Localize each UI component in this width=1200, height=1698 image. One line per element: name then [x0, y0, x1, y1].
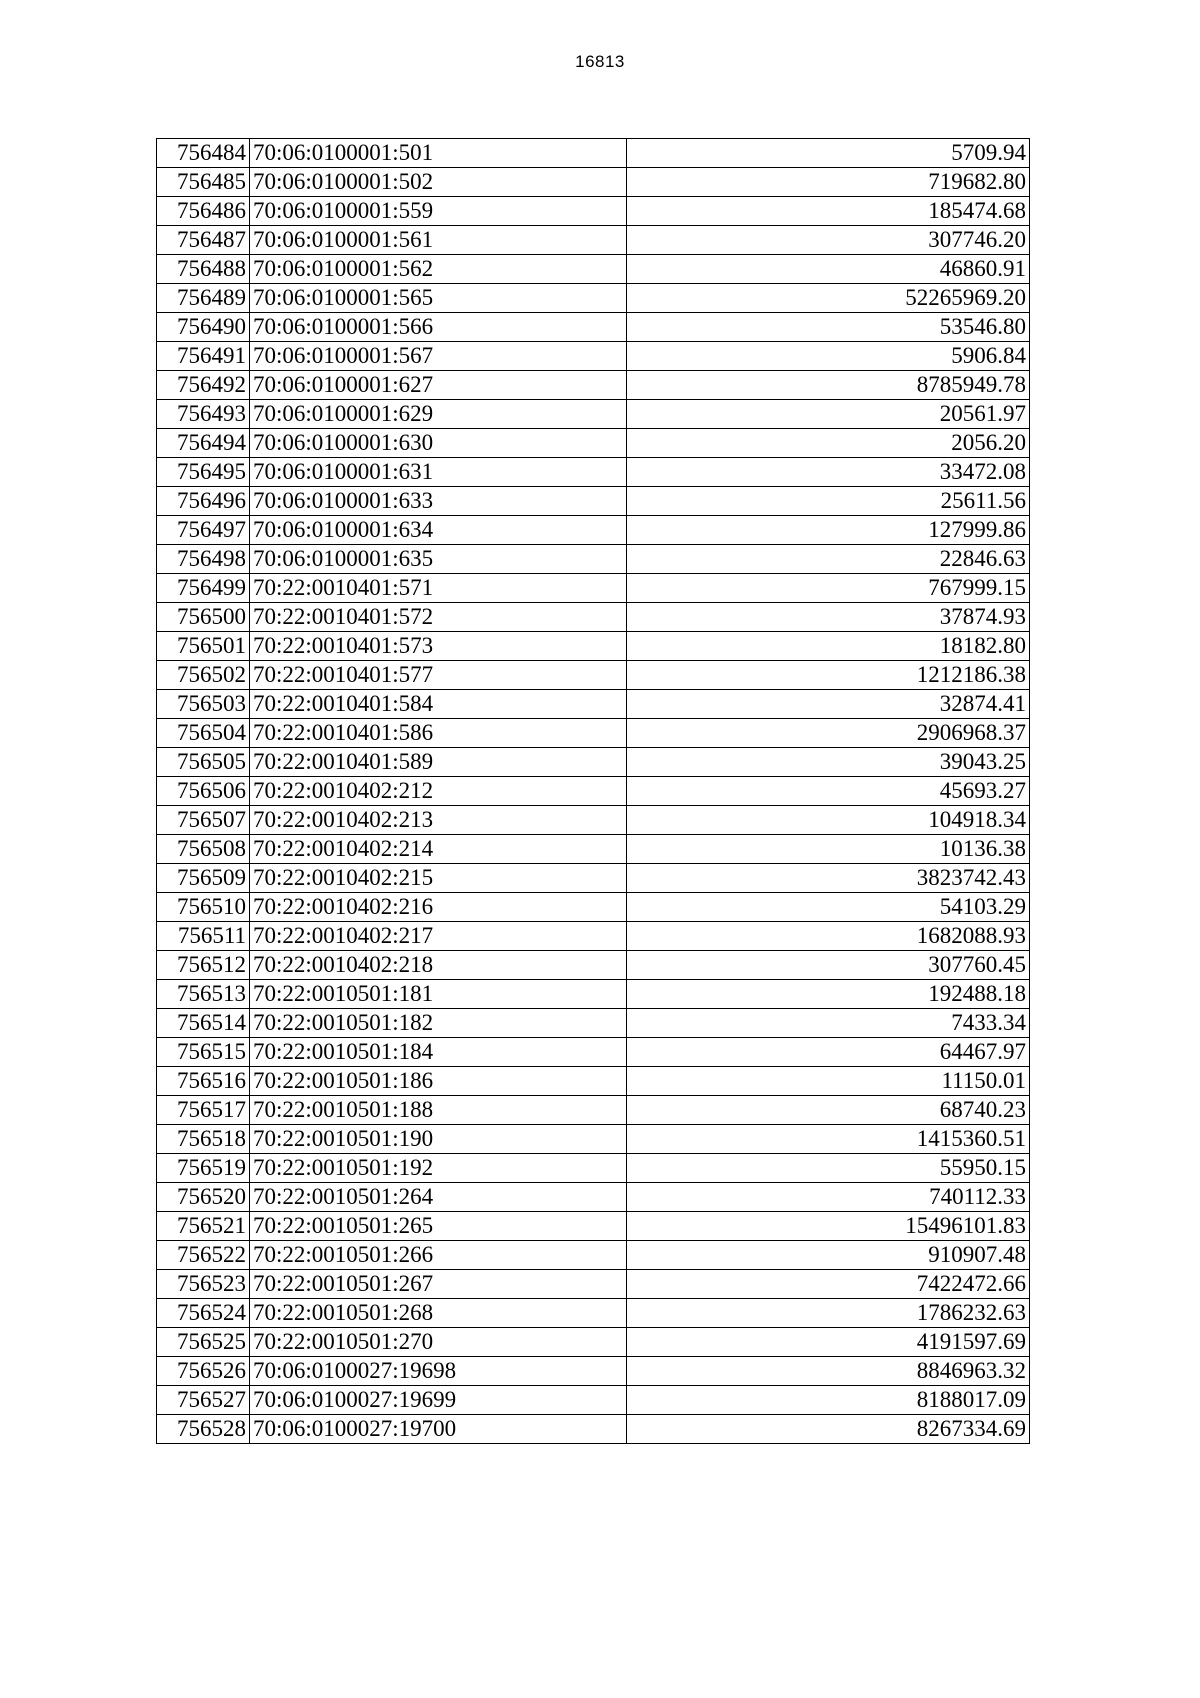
cadastral-number-cell: 70:22:0010501:264 [250, 1183, 627, 1212]
table-row [157, 893, 1030, 922]
row-number-cell: 756522 [157, 1241, 250, 1270]
cadastral-value-cell: 39043.25 [627, 748, 1030, 777]
cadastral-number-cell: 70:22:0010501:270 [250, 1328, 627, 1357]
row-number-cell: 756502 [157, 661, 250, 690]
page-number: 16813 [575, 52, 625, 71]
cadastral-value-cell: 3823742.43 [627, 864, 1030, 893]
cadastral-number-cell: 70:22:0010501:265 [250, 1212, 627, 1241]
cadastral-value-cell: 52265969.20 [627, 284, 1030, 313]
cadastral-value-cell: 2056.20 [627, 429, 1030, 458]
cadastral-number-cell: 70:06:0100001:561 [250, 226, 627, 255]
cadastral-value-cell: 64467.97 [627, 1038, 1030, 1067]
cadastral-value-cell: 68740.23 [627, 1096, 1030, 1125]
row-number-cell: 756492 [157, 371, 250, 400]
cadastral-number-cell: 70:06:0100001:630 [250, 429, 627, 458]
row-number-cell: 756518 [157, 1125, 250, 1154]
cadastral-value-cell: 1415360.51 [627, 1125, 1030, 1154]
table-row [157, 545, 1030, 574]
cadastral-value-cell: 32874.41 [627, 690, 1030, 719]
row-number-cell: 756519 [157, 1154, 250, 1183]
row-number-cell: 756491 [157, 342, 250, 371]
table-row [157, 516, 1030, 545]
table-row [157, 1241, 1030, 1270]
table-row [157, 661, 1030, 690]
cadastral-value-cell: 1212186.38 [627, 661, 1030, 690]
table-row [157, 1096, 1030, 1125]
table-row [157, 226, 1030, 255]
row-number-cell: 756511 [157, 922, 250, 951]
table-row [157, 1415, 1030, 1444]
row-number-cell: 756485 [157, 168, 250, 197]
row-number-cell: 756484 [157, 139, 250, 168]
row-number-cell: 756513 [157, 980, 250, 1009]
cadastral-value-cell: 185474.68 [627, 197, 1030, 226]
cadastral-value-cell: 127999.86 [627, 516, 1030, 545]
cadastral-number-cell: 70:22:0010501:188 [250, 1096, 627, 1125]
cadastral-number-cell: 70:22:0010501:186 [250, 1067, 627, 1096]
cadastral-value-cell: 2906968.37 [627, 719, 1030, 748]
cadastral-value-cell: 20561.97 [627, 400, 1030, 429]
row-number-cell: 756512 [157, 951, 250, 980]
cadastral-number-cell: 70:06:0100001:501 [250, 139, 627, 168]
cadastral-number-cell: 70:22:0010402:213 [250, 806, 627, 835]
cadastral-value-cell: 1786232.63 [627, 1299, 1030, 1328]
cadastral-number-cell: 70:22:0010401:584 [250, 690, 627, 719]
cadastral-value-cell: 11150.01 [627, 1067, 1030, 1096]
table-row [157, 806, 1030, 835]
table-row [157, 487, 1030, 516]
cadastral-value-cell: 7422472.66 [627, 1270, 1030, 1299]
cadastral-value-cell: 767999.15 [627, 574, 1030, 603]
cadastral-number-cell: 70:06:0100001:634 [250, 516, 627, 545]
cadastral-value-cell: 7433.34 [627, 1009, 1030, 1038]
cadastral-value-cell: 8846963.32 [627, 1357, 1030, 1386]
cadastral-value-cell: 307760.45 [627, 951, 1030, 980]
cadastral-number-cell: 70:06:0100001:627 [250, 371, 627, 400]
row-number-cell: 756506 [157, 777, 250, 806]
cadastral-value-cell: 33472.08 [627, 458, 1030, 487]
row-number-cell: 756486 [157, 197, 250, 226]
table-row [157, 1183, 1030, 1212]
cadastral-value-cell: 307746.20 [627, 226, 1030, 255]
cadastral-number-cell: 70:06:0100001:565 [250, 284, 627, 313]
row-number-cell: 756499 [157, 574, 250, 603]
row-number-cell: 756503 [157, 690, 250, 719]
table-row [157, 835, 1030, 864]
cadastral-number-cell: 70:22:0010401:571 [250, 574, 627, 603]
table-row [157, 1270, 1030, 1299]
row-number-cell: 756494 [157, 429, 250, 458]
row-number-cell: 756496 [157, 487, 250, 516]
cadastral-number-cell: 70:06:0100001:567 [250, 342, 627, 371]
cadastral-number-cell: 70:22:0010402:218 [250, 951, 627, 980]
cadastral-number-cell: 70:22:0010402:217 [250, 922, 627, 951]
row-number-cell: 756498 [157, 545, 250, 574]
table-row [157, 139, 1030, 168]
cadastral-number-cell: 70:22:0010501:190 [250, 1125, 627, 1154]
table-row [157, 1154, 1030, 1183]
cadastral-value-cell: 8785949.78 [627, 371, 1030, 400]
cadastral-value-cell: 5906.84 [627, 342, 1030, 371]
cadastral-value-cell: 46860.91 [627, 255, 1030, 284]
row-number-cell: 756528 [157, 1415, 250, 1444]
row-number-cell: 756489 [157, 284, 250, 313]
cadastral-value-cell: 25611.56 [627, 487, 1030, 516]
row-number-cell: 756516 [157, 1067, 250, 1096]
table-body [157, 139, 1030, 1444]
row-number-cell: 756514 [157, 1009, 250, 1038]
row-number-cell: 756495 [157, 458, 250, 487]
cadastral-number-cell: 70:22:0010402:214 [250, 835, 627, 864]
cadastral-number-cell: 70:22:0010401:577 [250, 661, 627, 690]
row-number-cell: 756508 [157, 835, 250, 864]
table-row [157, 748, 1030, 777]
row-number-cell: 756515 [157, 1038, 250, 1067]
cadastral-value-cell: 192488.18 [627, 980, 1030, 1009]
row-number-cell: 756524 [157, 1299, 250, 1328]
cadastral-number-cell: 70:22:0010501:267 [250, 1270, 627, 1299]
table-row [157, 1328, 1030, 1357]
table-row [157, 1067, 1030, 1096]
cadastral-number-cell: 70:22:0010402:212 [250, 777, 627, 806]
row-number-cell: 756507 [157, 806, 250, 835]
row-number-cell: 756488 [157, 255, 250, 284]
cadastral-value-cell: 910907.48 [627, 1241, 1030, 1270]
cadastral-value-cell: 53546.80 [627, 313, 1030, 342]
table-row [157, 458, 1030, 487]
table-row [157, 632, 1030, 661]
cadastral-number-cell: 70:22:0010401:573 [250, 632, 627, 661]
cadastral-value-cell: 55950.15 [627, 1154, 1030, 1183]
table-row [157, 342, 1030, 371]
cadastral-value-cell: 719682.80 [627, 168, 1030, 197]
table-row [157, 951, 1030, 980]
table-row [157, 429, 1030, 458]
table-row [157, 197, 1030, 226]
row-number-cell: 756490 [157, 313, 250, 342]
row-number-cell: 756505 [157, 748, 250, 777]
cadastral-number-cell: 70:06:0100001:629 [250, 400, 627, 429]
table-row [157, 1038, 1030, 1067]
cadastral-number-cell: 70:06:0100027:19699 [250, 1386, 627, 1415]
row-number-cell: 756523 [157, 1270, 250, 1299]
cadastral-value-cell: 4191597.69 [627, 1328, 1030, 1357]
table-row [157, 1009, 1030, 1038]
cadastral-value-cell: 8267334.69 [627, 1415, 1030, 1444]
cadastral-value-cell: 37874.93 [627, 603, 1030, 632]
table-row [157, 168, 1030, 197]
cadastral-number-cell: 70:22:0010402:215 [250, 864, 627, 893]
table-row [157, 1212, 1030, 1241]
table-row [157, 777, 1030, 806]
row-number-cell: 756509 [157, 864, 250, 893]
row-number-cell: 756493 [157, 400, 250, 429]
cadastral-number-cell: 70:22:0010402:216 [250, 893, 627, 922]
row-number-cell: 756501 [157, 632, 250, 661]
cadastral-number-cell: 70:06:0100001:562 [250, 255, 627, 284]
row-number-cell: 756510 [157, 893, 250, 922]
row-number-cell: 756517 [157, 1096, 250, 1125]
cadastral-value-cell: 8188017.09 [627, 1386, 1030, 1415]
table-row [157, 313, 1030, 342]
table-row [157, 1357, 1030, 1386]
table-row [157, 690, 1030, 719]
cadastral-value-cell: 45693.27 [627, 777, 1030, 806]
cadastral-number-cell: 70:22:0010401:572 [250, 603, 627, 632]
table-row [157, 255, 1030, 284]
row-number-cell: 756527 [157, 1386, 250, 1415]
cadastral-value-cell: 18182.80 [627, 632, 1030, 661]
cadastral-number-cell: 70:22:0010401:589 [250, 748, 627, 777]
cadastral-number-cell: 70:22:0010501:181 [250, 980, 627, 1009]
row-number-cell: 756487 [157, 226, 250, 255]
cadastral-value-cell: 740112.33 [627, 1183, 1030, 1212]
cadastral-number-cell: 70:06:0100001:635 [250, 545, 627, 574]
row-number-cell: 756525 [157, 1328, 250, 1357]
cadastral-number-cell: 70:06:0100027:19700 [250, 1415, 627, 1444]
cadastral-value-cell: 104918.34 [627, 806, 1030, 835]
cadastral-value-table [156, 138, 1030, 1444]
row-number-cell: 756497 [157, 516, 250, 545]
table-row [157, 371, 1030, 400]
table-row [157, 1125, 1030, 1154]
table-row [157, 603, 1030, 632]
cadastral-number-cell: 70:06:0100027:19698 [250, 1357, 627, 1386]
table-row [157, 864, 1030, 893]
cadastral-number-cell: 70:22:0010501:268 [250, 1299, 627, 1328]
cadastral-number-cell: 70:22:0010501:182 [250, 1009, 627, 1038]
table-row [157, 1299, 1030, 1328]
cadastral-number-cell: 70:22:0010501:266 [250, 1241, 627, 1270]
cadastral-number-cell: 70:22:0010501:192 [250, 1154, 627, 1183]
table-row [157, 980, 1030, 1009]
row-number-cell: 756504 [157, 719, 250, 748]
cadastral-number-cell: 70:06:0100001:633 [250, 487, 627, 516]
cadastral-number-cell: 70:06:0100001:502 [250, 168, 627, 197]
cadastral-value-cell: 22846.63 [627, 545, 1030, 574]
cadastral-number-cell: 70:06:0100001:631 [250, 458, 627, 487]
cadastral-value-cell: 54103.29 [627, 893, 1030, 922]
table-row [157, 719, 1030, 748]
table-row [157, 574, 1030, 603]
cadastral-value-cell: 15496101.83 [627, 1212, 1030, 1241]
cadastral-number-cell: 70:06:0100001:566 [250, 313, 627, 342]
cadastral-number-cell: 70:22:0010501:184 [250, 1038, 627, 1067]
cadastral-value-cell: 10136.38 [627, 835, 1030, 864]
cadastral-number-cell: 70:22:0010401:586 [250, 719, 627, 748]
cadastral-value-cell: 5709.94 [627, 139, 1030, 168]
row-number-cell: 756521 [157, 1212, 250, 1241]
row-number-cell: 756526 [157, 1357, 250, 1386]
table-row [157, 284, 1030, 313]
table-row [157, 400, 1030, 429]
row-number-cell: 756520 [157, 1183, 250, 1212]
table-row [157, 1386, 1030, 1415]
cadastral-value-cell: 1682088.93 [627, 922, 1030, 951]
row-number-cell: 756500 [157, 603, 250, 632]
cadastral-number-cell: 70:06:0100001:559 [250, 197, 627, 226]
table-row [157, 922, 1030, 951]
